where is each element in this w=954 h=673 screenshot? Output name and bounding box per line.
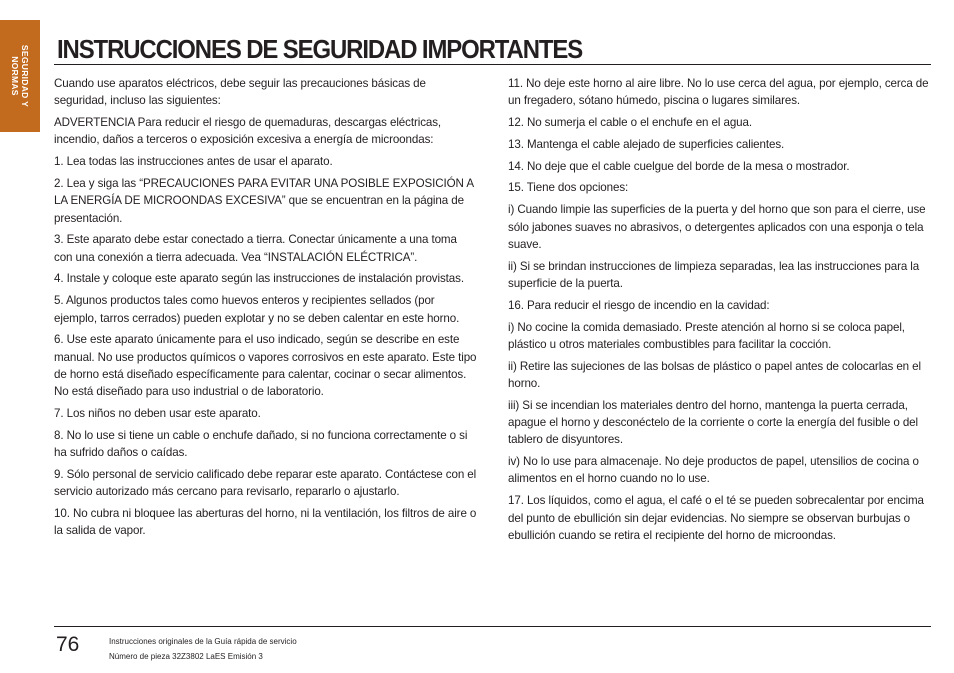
paragraph: 15. Tiene dos opciones: (508, 181, 629, 195)
paragraph: 9. Sólo personal de servicio calificado debe reparar este aparato. Contáctese con el servicio autorizado más cercano para revisarlo, repararlo o ajustarlo. (54, 467, 477, 499)
paragraph: Cuando use aparatos eléctricos, debe seguir las precauciones básicas de seguridad, incluso las siguientes: (54, 77, 426, 108)
left-column (54, 75, 478, 544)
paragraph: 3. Este aparato debe estar conectado a tierra. Conectar únicamente a una toma con una conexión a tierra adecuada. Vea “INSTALACIÓN ELÉCTRICA”. (54, 233, 457, 264)
paragraph: 6. Use este aparato únicamente para el uso indicado, según se describe en este manual. No use productos químicos o vapores corrosivos en este aparato. Este tipo de horno está diseñado específicamente para calentar, cocinar o secar alimentos. No está diseñado para uso industrial o de laboratorio. (54, 333, 477, 399)
paragraph: i) No cocine la comida demasiado. Preste atención al horno si se coloca papel, plástico u otros materiales combustibles para facilitar la cocción. (508, 320, 905, 351)
paragraph: 12. No sumerja el cable o el enchufe en el agua. (508, 116, 752, 130)
page-number: 76 (56, 633, 80, 656)
paragraph: 10. No cubra ni bloquee las aberturas del horno, ni la ventilación, los filtros de aire o la salida de vapor. (54, 507, 477, 538)
paragraph: 17. Los líquidos, como el agua, el café o el té se pueden sobrecalentar por encima del punto de ebullición sin dejar evidencias. No siempre se observan burbujas o ebullición cuando se retira el recipiente del horno de microondas. (508, 494, 924, 542)
footer-line-part-number: Número de pieza 32Z3802 LaES Emisión 3 (109, 652, 263, 661)
paragraph: 11. No deje este horno al aire libre. No lo use cerca del agua, por ejemplo, cerca de un fregadero, sótano húmedo, piscina o lugares similares. (508, 77, 929, 108)
paragraph: ADVERTENCIA Para reducir el riesgo de quemaduras, descargas eléctricas, incendio, daños a terceros o exposición excesiva a energía de microondas: (54, 116, 442, 147)
footer-divider (54, 626, 931, 627)
paragraph: 5. Algunos productos tales como huevos enteros y recipientes sellados (por ejemplo, tarros cerrados) pueden explotar y no se deben calentar en este horno. (54, 294, 460, 325)
page-title: INSTRUCCIONES DE SEGURIDAD IMPORTANTES (57, 34, 583, 64)
paragraph: 16. Para reducir el riesgo de incendio en la cavidad: (508, 298, 770, 312)
right-column (508, 75, 932, 549)
section-tab-label: SEGURIDAD Y NORMAS (10, 44, 30, 108)
paragraph: 2. Lea y siga las “PRECAUCIONES PARA EVITAR UNA POSIBLE EXPOSICIÓN A LA ENERGÍA DE MICROONDAS EXCESIVA” que se encuentran en la página de presentación. (54, 176, 474, 225)
paragraph: 8. No lo use si tiene un cable o enchufe dañado, si no funciona correctamente o si ha sufrido daños o caídas. (54, 428, 468, 460)
paragraph: ii) Si se brindan instrucciones de limpieza separadas, lea las instrucciones para la superficie de la puerta. (508, 259, 920, 290)
paragraph: 4. Instale y coloque este aparato según las instrucciones de instalación provistas. (54, 272, 464, 286)
paragraph: iv) No lo use para almacenaje. No deje productos de papel, utensilios de cocina o alimentos en el horno cuando no lo use. (508, 455, 919, 486)
title-divider (54, 64, 931, 65)
section-tab (0, 20, 40, 132)
paragraph: i) Cuando limpie las superficies de la puerta y del horno que son para el cierre, use sólo jabones suaves no abrasivos, o detergentes aplicados con una esponja o tela suave. (508, 203, 926, 251)
paragraph: 1. Lea todas las instrucciones antes de usar el aparato. (54, 155, 333, 169)
paragraph: ii) Retire las sujeciones de las bolsas de plástico o papel antes de colocarlas en el horno. (508, 359, 921, 390)
paragraph: 7. Los niños no deben usar este aparato. (54, 407, 261, 421)
paragraph: 14. No deje que el cable cuelgue del borde de la mesa o mostrador. (508, 159, 850, 173)
paragraph: 13. Mantenga el cable alejado de superficies calientes. (508, 137, 785, 151)
paragraph: iii) Si se incendian los materiales dentro del horno, mantenga la puerta cerrada, apague el horno y desconéctelo de la corriente o corte la energía del fusible o del tablero de disyuntores. (508, 398, 918, 447)
footer-text (109, 634, 297, 664)
footer-line-manual: Instrucciones originales de la Guía rápida de servicio (109, 637, 297, 646)
